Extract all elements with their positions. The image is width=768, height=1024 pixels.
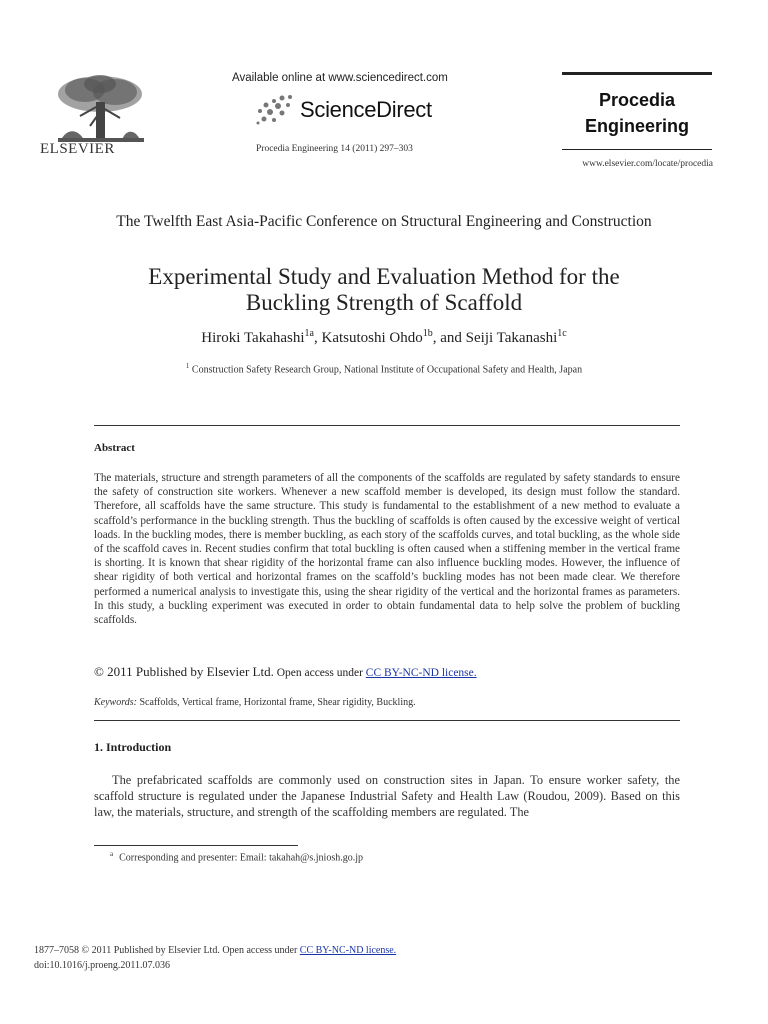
- open-access-text: Open access under: [273, 667, 366, 679]
- available-online-text: Available online at www.sciencedirect.com: [232, 72, 448, 84]
- keywords-label: Keywords:: [94, 697, 137, 708]
- doi-line: doi:10.1016/j.proeng.2011.07.036: [34, 960, 171, 971]
- issn-text: 1877–7058 © 2011 Published by Elsevier Ltd. Open access under: [34, 945, 300, 956]
- abstract-top-rule: [94, 425, 680, 426]
- license-link[interactable]: CC BY-NC-ND license.: [365, 667, 477, 679]
- author-affiliation-mark: 1c: [557, 328, 567, 339]
- author-affiliation-mark: 1b: [422, 328, 433, 339]
- author-name: Seiji Takanashi: [465, 330, 558, 346]
- issn-line: [34, 945, 396, 956]
- conference-name: The Twelfth East Asia-Pacific Conference on Structural Engineering and Construction: [116, 213, 652, 230]
- author-name: Katsutoshi Ohdo: [321, 330, 423, 346]
- copyright-line: [94, 664, 477, 680]
- sciencedirect-dots-icon: [252, 92, 298, 128]
- sciencedirect-wordmark: ScienceDirect: [300, 97, 432, 122]
- footnote-mark: a: [110, 850, 114, 858]
- section-heading: 1. Introduction: [94, 740, 172, 754]
- abstract-bottom-rule: [94, 720, 680, 721]
- footer-license-link[interactable]: CC BY-NC-ND license.: [299, 945, 397, 956]
- paper-title-line2: Buckling Strength of Scaffold: [245, 290, 523, 315]
- journal-title-box: [562, 72, 712, 150]
- journal-title-line2: Engineering: [584, 116, 689, 136]
- affiliation: [40, 362, 728, 375]
- paper-title: [60, 264, 708, 316]
- publisher-name: ELSEVIER: [40, 141, 115, 157]
- author-affiliation-mark: 1a: [304, 328, 314, 339]
- affiliation-text: Construction Safety Research Group, National Institute of Occupational Safety and Health, Japan: [191, 364, 583, 376]
- keywords-line: [94, 697, 416, 708]
- affiliation-mark: 1: [185, 362, 190, 370]
- journal-title-line1: Procedia: [598, 90, 676, 110]
- abstract-heading: Abstract: [94, 442, 135, 454]
- footnote-rule: [94, 845, 298, 846]
- author-name: Hiroki Takahashi: [201, 330, 305, 346]
- abstract-body: The materials, structure and strength parameters of all the components of the scaffolds are regulated by safety standards to ensure the safety of construction site workers. Whenever a new scaffold member is developed, its design must follow the standard. Therefore, all scaffolds have the same structure. This study is fundamental to the establishment of a new method to evaluate a scaffold’s performance in the buckling strength. Thus the buckling of scaffolds is often caused by the excessive weight of vertical loads. In the buckling modes, there is member buckling, as each story of the scaffolds curves, and total buckling, as the whole side of the scaffold caves in. Recent studies confirm that total buckling is often caused when a stiffening member in the vertical frame is shorting. It is known that shear rigidity of the horizontal frame can also influence buckling modes. However, the influence of shear rigidity of both vertical and horizontal frames on the scaffold’s buckling modes has not been made clear. We therefore performed a numerical analysis to investigate this, using the shear rigidity of the vertical and the horizontal frames as parameters. In this study, a buckling experiment was executed in order to obtain fundamental data to help solve the problem of buckling scaffolds.: [94, 472, 680, 627]
- keywords-text: Scaffolds, Vertical frame, Horizontal frame, Shear rigidity, Buckling.: [136, 697, 416, 708]
- author-list: [40, 328, 728, 347]
- journal-reference: Procedia Engineering 14 (2011) 297–303: [256, 144, 413, 154]
- footnote-text: Corresponding and presenter: Email: takahah@s.jniosh.go.jp: [119, 852, 363, 864]
- footnote: [110, 850, 363, 863]
- paper-title-line1: Experimental Study and Evaluation Method for the: [148, 264, 620, 289]
- sciencedirect-logo: [252, 90, 432, 130]
- introduction-body: The prefabricated scaffolds are commonly used on construction sites in Japan. To ensure worker safety, the scaffold structure is regulated under the Japanese Industrial Safety and Health Law (Roudou, 2009). Based on this law, the materials, structure, and strength of the scaffolding members are regulated. The: [94, 773, 680, 819]
- author-separator: ,: [314, 330, 322, 346]
- copyright-text: © 2011 Published by Elsevier Ltd.: [94, 664, 274, 679]
- author-separator: , and: [432, 330, 466, 346]
- journal-url: www.elsevier.com/locate/procedia: [582, 159, 713, 169]
